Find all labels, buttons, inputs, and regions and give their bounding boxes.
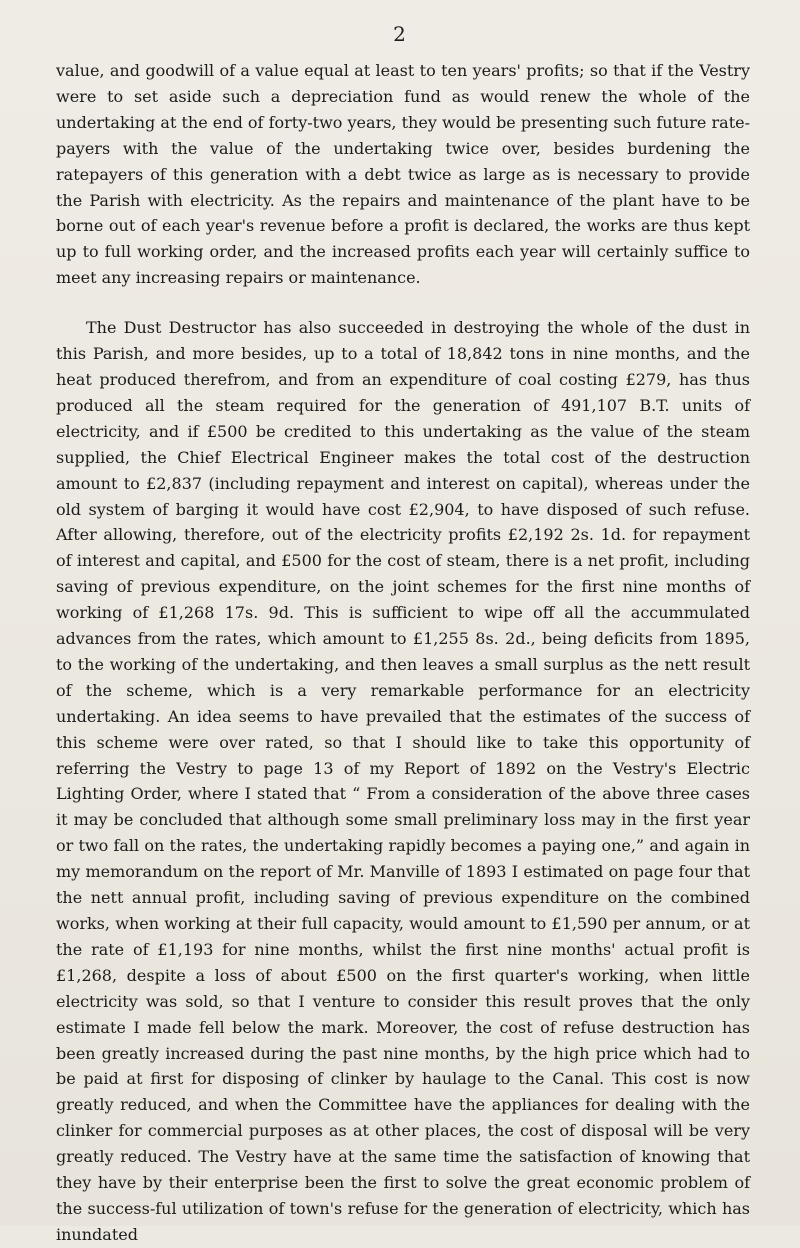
paragraph-goodwill-depreciation: value, and goodwill of a value equal at least to ten years' profits; so that if the Vestry were to set aside such a depreciation fund as would renew the whole of the undertaking at the end of forty-two years, they would be presenting such future rate-payers with the value of the undertaking twice over, besides burdening the ratepayers of this generation with a debt twice as large as is necessary to provide the Parish with electricity. As the repairs and maintenance of the plant have to be borne out of each year's revenue before a profit is declared, the works are thus kept up to full working order, and the increased profits each year will certainly suffice to meet any increasing repairs or maintenance. <box>56 61 750 288</box>
page-number: 2 <box>393 22 407 46</box>
body-text <box>56 58 750 1248</box>
paragraph-dust-destructor: The Dust Destructor has also succeeded in destroying the whole of the dust in this Parish, and more besides, up to a total of 18,842 tons in nine months, and the heat produced therefrom, and from an expenditure of coal costing £279, has thus produced all the steam required for the generation of 491,107 B.T. units of electricity, and if £500 be credited to this undertaking as the value of the steam supplied, the Chief Electrical Engineer makes the total cost of the destruction amount to £2,837 (including repayment and interest on capital), whereas under the old system of barging it would have cost £2,904, to have disposed of such refuse. After allowing, therefore, out of the electricity profits £2,192 2s. 1d. for repayment of interest and capital, and £500 for the cost of steam, there is a net profit, including saving of previous expenditure, on the joint schemes for the first nine months of working of £1,268 17s. 9d. This is sufficient to wipe off all the accummulated advances from the rates, which amount to £1,255 8s. 2d., being deficits from 1895, to the working of the undertaking, and then leaves a small surplus as the nett result of the scheme, which is a very remarkable performance for an electricity undertaking. An idea seems to have prevailed that the estimates of the success of this scheme were over rated, so that I should like to take this opportunity of referring the Vestry to page 13 of my Report of 1892 on the Vestry's Electric Lighting Order, where I stated that “ From a consideration of the above three cases it may be concluded that although some small preliminary loss may in the first year or two fall on the rates, the undertaking rapidly becomes a paying one,” and again in my memorandum on the report of Mr. Manville of 1893 I estimated on page four that the nett annual profit, including saving of previous expenditure on the combined works, when working at their full capacity, would amount to £1,590 per annum, or at the rate of £1,193 for nine months, whilst the first nine months' actual profit is £1,268, despite a loss of about £500 on the first quarter's working, when little electricity was sold, so that I venture to consider this result proves that the only estimate I made fell below the mark. Moreover, the cost of refuse destruction has been greatly increased during the past nine months, by the high price which had to be paid at first for disposing of clinker by haulage to the Canal. This cost is now greatly reduced, and when the Committee have the appliances for dealing with the clinker for commercial purposes as at other places, the cost of disposal will be very greatly reduced. The Vestry have at the same time the satisfaction of knowing that they have by their enterprise been the first to solve the great economic problem of the success-ful utilization of town's refuse for the generation of electricity, which has inundated <box>56 318 750 1244</box>
